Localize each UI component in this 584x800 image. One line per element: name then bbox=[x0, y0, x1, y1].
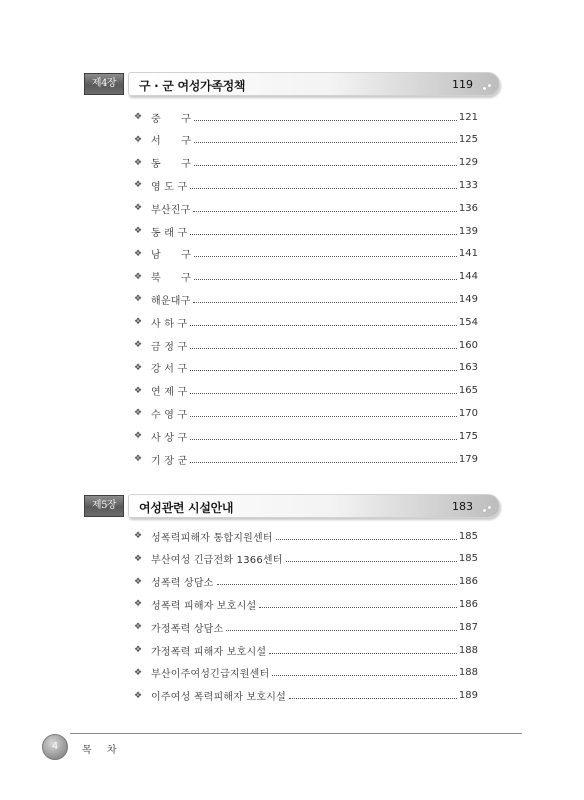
toc-entry[interactable] bbox=[133, 110, 478, 124]
diamond-bullet-icon: ❖ bbox=[133, 180, 143, 191]
toc-entry-label: 서 구 bbox=[151, 136, 192, 148]
toc-entry-page: 125 bbox=[458, 134, 478, 146]
dot-leader bbox=[217, 584, 457, 585]
dot-leader bbox=[190, 188, 457, 189]
toc-entry-page: 170 bbox=[458, 407, 478, 419]
toc-entry-page: 121 bbox=[458, 111, 478, 123]
dot-leader bbox=[194, 256, 457, 257]
diamond-bullet-icon: ❖ bbox=[133, 226, 143, 236]
toc-entry-label: 동 래 구 bbox=[151, 227, 188, 239]
toc-entry-label: 부산여성 긴급전화 1366센터 bbox=[151, 555, 283, 567]
toc-entry-page: 149 bbox=[458, 293, 478, 305]
diamond-bullet-icon: ❖ bbox=[133, 622, 143, 633]
diamond-bullet-icon: ❖ bbox=[133, 599, 143, 610]
diamond-bullet-icon: ❖ bbox=[133, 271, 143, 282]
toc-entry[interactable] bbox=[133, 452, 478, 466]
toc-entry-label: 연 제 구 bbox=[151, 387, 188, 399]
dot-leader bbox=[190, 325, 457, 326]
toc-entry-label: 사 상 구 bbox=[151, 432, 188, 444]
toc-entry-page: 179 bbox=[458, 453, 478, 465]
toc-entry[interactable] bbox=[133, 201, 478, 215]
toc-entry-page: 163 bbox=[458, 362, 478, 374]
toc-entry[interactable] bbox=[133, 689, 478, 703]
decorative-dots-icon bbox=[483, 84, 493, 90]
toc-entry-label: 영 도 구 bbox=[151, 181, 188, 193]
toc-entry[interactable] bbox=[133, 292, 478, 306]
toc-entry[interactable] bbox=[133, 620, 478, 634]
toc-entry-label: 수 영 구 bbox=[151, 409, 188, 421]
toc-entry-page: 187 bbox=[458, 621, 478, 633]
toc-entry-page: 133 bbox=[458, 179, 478, 191]
toc-entry-page: 188 bbox=[458, 644, 478, 656]
diamond-bullet-icon: ❖ bbox=[133, 362, 143, 373]
toc-entry-page: 189 bbox=[458, 690, 478, 702]
toc-entry-label: 사 하 구 bbox=[151, 318, 188, 330]
toc-entry-label: 가정폭력 상담소 bbox=[151, 623, 224, 635]
toc-entry-label: 성폭력 피해자 보호시설 bbox=[151, 600, 257, 612]
chapter-5-title: 여성관련 시설안내 bbox=[139, 501, 234, 515]
toc-entry-page: 129 bbox=[458, 157, 478, 169]
footer-section-label: 목 차 bbox=[82, 745, 123, 756]
chapter-4-title-bar[interactable] bbox=[128, 72, 500, 96]
toc-entry-label: 부산진구 bbox=[151, 204, 191, 216]
toc-entry-page: 175 bbox=[458, 430, 478, 442]
chapter-5-title-bar[interactable] bbox=[128, 494, 500, 518]
dot-leader bbox=[276, 539, 457, 540]
diamond-bullet-icon: ❖ bbox=[133, 157, 143, 168]
chapter-5-header bbox=[84, 494, 500, 518]
chapter-4-title: 구 · 군 여성가족정책 bbox=[139, 79, 246, 93]
toc-entry[interactable] bbox=[133, 338, 478, 352]
dot-leader bbox=[259, 607, 457, 608]
toc-entry-page: 185 bbox=[458, 530, 478, 542]
diamond-bullet-icon: ❖ bbox=[133, 431, 143, 442]
toc-entry-page: 165 bbox=[458, 385, 478, 397]
footer-divider bbox=[70, 733, 522, 734]
toc-entry[interactable] bbox=[133, 133, 478, 147]
toc-entry-page: 188 bbox=[458, 667, 478, 679]
diamond-bullet-icon: ❖ bbox=[133, 576, 143, 587]
diamond-bullet-icon: ❖ bbox=[133, 340, 143, 350]
toc-entry[interactable] bbox=[133, 361, 478, 375]
toc-entry-label: 강 서 구 bbox=[151, 364, 188, 376]
diamond-bullet-icon: ❖ bbox=[133, 203, 143, 214]
toc-entry[interactable] bbox=[133, 406, 478, 420]
diamond-bullet-icon: ❖ bbox=[133, 454, 143, 464]
toc-entry[interactable] bbox=[133, 552, 478, 566]
chapter-4-header bbox=[84, 72, 500, 96]
dot-leader bbox=[289, 698, 457, 699]
toc-entry[interactable] bbox=[133, 247, 478, 261]
toc-entry-page: 186 bbox=[458, 598, 478, 610]
diamond-bullet-icon: ❖ bbox=[133, 317, 143, 328]
toc-entry-page: 154 bbox=[458, 316, 478, 328]
toc-entry-page: 141 bbox=[458, 248, 478, 260]
toc-entry[interactable] bbox=[133, 643, 478, 657]
dot-leader bbox=[190, 462, 457, 463]
diamond-bullet-icon: ❖ bbox=[133, 553, 143, 564]
toc-entry-label: 가정폭력 피해자 보호시설 bbox=[151, 646, 267, 658]
diamond-bullet-icon: ❖ bbox=[133, 690, 143, 701]
dot-leader bbox=[193, 211, 456, 212]
chapter-4-badge: 제4장 bbox=[84, 73, 124, 95]
dot-leader bbox=[194, 120, 457, 121]
dot-leader bbox=[190, 393, 457, 394]
dot-leader bbox=[194, 165, 457, 166]
diamond-bullet-icon: ❖ bbox=[133, 531, 143, 541]
diamond-bullet-icon: ❖ bbox=[133, 667, 143, 678]
dot-leader bbox=[190, 348, 457, 349]
toc-entry[interactable] bbox=[133, 384, 478, 398]
toc-entry[interactable] bbox=[133, 429, 478, 443]
diamond-bullet-icon: ❖ bbox=[133, 112, 143, 122]
toc-entry-label: 중 구 bbox=[151, 113, 192, 125]
diamond-bullet-icon: ❖ bbox=[133, 134, 143, 145]
toc-entry-page: 160 bbox=[458, 339, 478, 351]
dot-leader bbox=[194, 142, 457, 143]
toc-entry[interactable] bbox=[133, 666, 478, 680]
dot-leader bbox=[190, 439, 457, 440]
page-number-badge: 4 bbox=[42, 734, 68, 760]
diamond-bullet-icon: ❖ bbox=[133, 408, 143, 419]
dot-leader bbox=[190, 370, 457, 371]
dot-leader bbox=[194, 279, 457, 280]
toc-entry[interactable] bbox=[133, 597, 478, 611]
toc-entry[interactable] bbox=[133, 270, 478, 284]
chapter-4-page: 119 bbox=[452, 78, 473, 91]
toc-entry[interactable] bbox=[133, 315, 478, 329]
toc-entry-label: 동 구 bbox=[151, 159, 192, 171]
dot-leader bbox=[269, 653, 457, 654]
toc-entry-label: 부산이주여성긴급지원센터 bbox=[151, 669, 270, 681]
toc-entry-label: 남 구 bbox=[151, 250, 192, 262]
toc-entry[interactable] bbox=[133, 575, 478, 589]
decorative-dots-icon bbox=[483, 506, 493, 512]
toc-entry[interactable] bbox=[133, 224, 478, 238]
toc-entry-page: 186 bbox=[458, 576, 478, 588]
toc-entry-label: 금 정 구 bbox=[151, 341, 188, 353]
toc-entry-page: 139 bbox=[458, 225, 478, 237]
diamond-bullet-icon: ❖ bbox=[133, 645, 143, 655]
diamond-bullet-icon: ❖ bbox=[133, 248, 143, 259]
toc-entry-page: 136 bbox=[458, 202, 478, 214]
toc-entry-label: 해운대구 bbox=[151, 295, 191, 307]
toc-entry[interactable] bbox=[133, 178, 478, 192]
dot-leader bbox=[193, 302, 456, 303]
toc-entry-label: 기 장 군 bbox=[151, 455, 188, 467]
dot-leader bbox=[226, 630, 457, 631]
chapter-5-badge: 제5장 bbox=[84, 495, 124, 517]
dot-leader bbox=[286, 561, 457, 562]
toc-entry-label: 북 구 bbox=[151, 273, 192, 285]
chapter-5-page: 183 bbox=[452, 500, 473, 513]
toc-entry-page: 144 bbox=[458, 271, 478, 283]
toc-entry-label: 이주여성 폭력피해자 보호시설 bbox=[151, 692, 286, 704]
toc-entry[interactable] bbox=[133, 156, 478, 170]
toc-entry[interactable] bbox=[133, 529, 478, 543]
diamond-bullet-icon: ❖ bbox=[133, 294, 143, 305]
toc-entry-page: 185 bbox=[458, 553, 478, 565]
dot-leader bbox=[190, 416, 457, 417]
dot-leader bbox=[190, 234, 457, 235]
diamond-bullet-icon: ❖ bbox=[133, 385, 143, 396]
toc-entry-label: 성폭력 상담소 bbox=[151, 578, 214, 590]
toc-entry-label: 성폭력피해자 통합지원센터 bbox=[151, 532, 273, 544]
dot-leader bbox=[272, 675, 457, 676]
